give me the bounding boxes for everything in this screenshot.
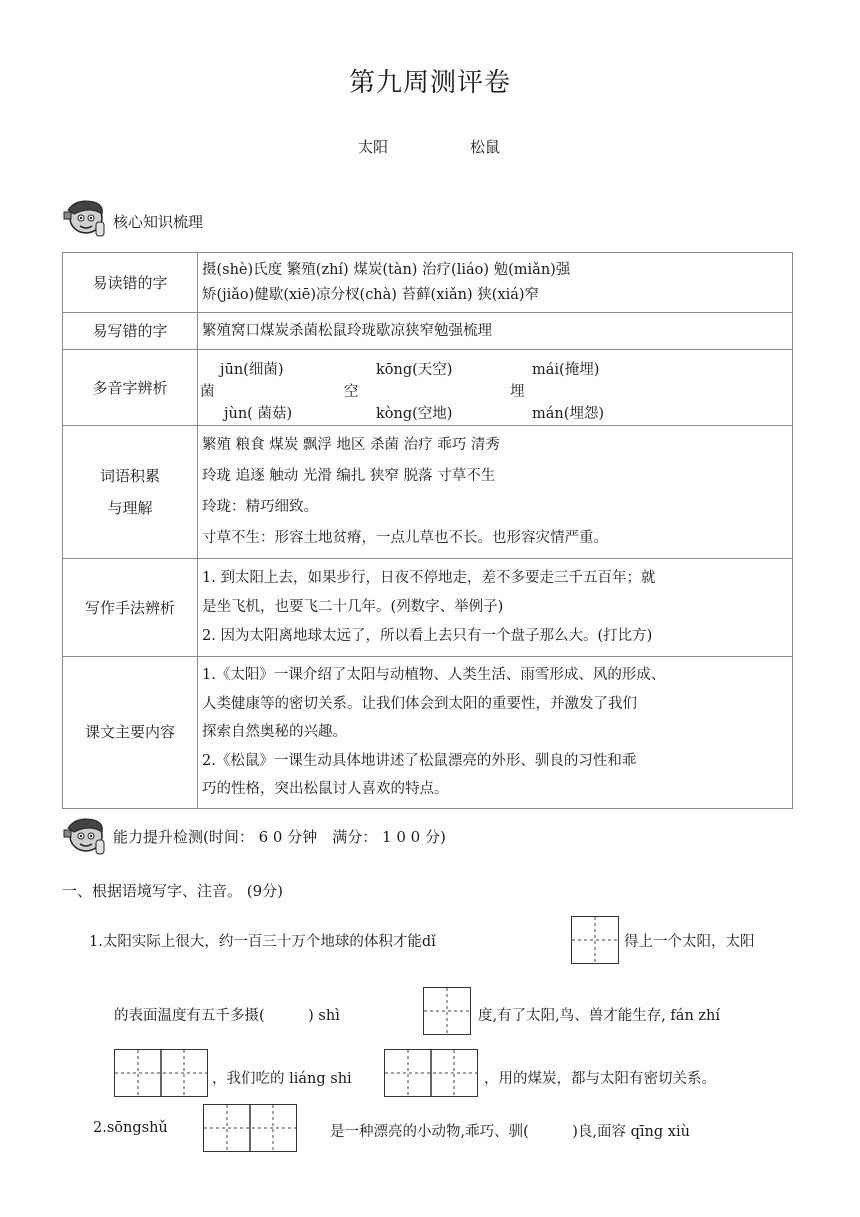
writing-box-double[interactable] [384,1049,478,1097]
mascot-icon [60,196,110,246]
polyphone-bottom: kòng(空地) [376,405,453,422]
q2-label: 2.sōngshǔ [93,1120,168,1136]
table-row [63,313,793,350]
row-line: 人类健康等的密切关系。让我们体会到太阳的重要性，并激发了我们 [202,695,637,712]
row-key: 易读错的字 [63,253,198,313]
row-line: 繁殖 粮食 煤炭 飘浮 地区 杀菌 治疗 乖巧 清秀 [202,437,500,453]
row-line: 2. 因为太阳离地球太远了，所以看上去只有一个盘子那么大。(打比方) [202,628,653,644]
mascot-icon [60,814,110,864]
table-row [63,253,793,313]
writing-box[interactable] [423,987,471,1035]
row-value [198,426,793,559]
q1-line2-text: 的表面温度有五千多摄( ) shì [114,1008,340,1024]
writing-box-double[interactable] [114,1049,208,1097]
q1-line2-cont: 度,有了太阳,鸟、兽才能生存, fán zhí [478,1008,721,1024]
row-line: 摄(shè)氏度 繁殖(zhí) 煤炭(tàn) 治疗(liáo) 勉(miǎn)强 [202,261,571,278]
page-title: 第九周测评卷 [348,68,511,98]
q1-line1-cont: 得上一个太阳，太阳 [624,934,755,950]
lesson-title-squirrel: 松鼠 [470,138,501,156]
polyphone-bottom: mán(埋怨) [532,405,605,422]
row-value [198,253,793,313]
polyphone-bottom: jùn( 菌菇) [224,405,293,422]
row-line: 是坐飞机，也要飞二十几年。(列数字、举例子) [202,599,504,615]
table-row [63,426,793,559]
row-key [63,426,198,559]
polyphone-top: jūn(细菌) [220,361,284,378]
row-line: 玲珑：精巧细致。 [202,499,318,515]
q1-line3-cont: ，用的煤炭，都与太阳有密切关系。 [484,1071,716,1087]
writing-box-double[interactable] [203,1104,297,1152]
polyphone-top: kōng(天空) [376,361,453,378]
row-line: 矫(jiǎo)健歇(xiē)凉分杈(chà) 苔藓(xiǎn) 狭(xiá)窄 [202,286,540,303]
table-row [63,657,793,809]
row-key: 写作手法辨析 [63,559,198,657]
lesson-title-sun: 太阳 [358,138,389,156]
row-key: 易写错的字 [63,313,198,350]
writing-box[interactable] [571,916,619,964]
section-heading-ability-test: 能力提升检测(时间： 6 0 分钟 满分： 1 0 0 分) [113,828,446,846]
section-heading-core-knowledge: 核心知识梳理 [113,213,204,231]
row-line: 寸草不生：形容土地贫瘠，一点儿草也不长。也形容灾情严重。 [202,530,608,546]
q1-line3-text: ，我们吃的 liáng shi [212,1071,352,1087]
polyphone-char: 菌 [200,383,215,400]
q2-text: 是一种漂亮的小动物,乖巧、驯( )良,面容 qīng xiù [330,1124,690,1140]
table-row [63,559,793,657]
row-line: 1.《太阳》一课介绍了太阳与动植物、人类生活、雨雪形成、风的形成、 [202,667,666,683]
row-line: 探索自然奥秘的兴趣。 [202,724,347,740]
polyphone-char: 空 [344,383,359,400]
row-key: 课文主要内容 [63,657,198,809]
polyphone-char: 埋 [510,383,525,400]
row-line: 2.《松鼠》一课生动具体地讲述了松鼠漂亮的外形、驯良的习性和乖 [202,752,637,769]
row-key-line: 与理解 [107,499,153,517]
polyphone-top: mái(掩埋) [532,361,600,378]
part-one-title: 一、根据语境写字、注音。 (9分) [62,882,284,900]
row-value [198,559,793,657]
knowledge-table [62,252,793,809]
row-line: 玲珑 追逐 触动 光滑 编扎 狭窄 脱落 寸草不生 [202,468,496,484]
row-key-line: 词语积累 [99,467,160,485]
row-key: 多音字辨析 [63,350,198,426]
row-value: 繁殖窝口煤炭杀菌松鼠玲珑歇凉狭窄勉强梳理 [198,313,793,350]
row-line: 1. 到太阳上去，如果步行，日夜不停地走，差不多要走三千五百年；就 [202,570,656,586]
q1-line1-text: 1.太阳实际上很大，约一百三十万个地球的体积才能dǐ [89,934,436,950]
polyphone-cell [198,350,793,426]
table-row [63,350,793,426]
row-value [198,657,793,809]
row-line: 巧的性格，突出松鼠讨人喜欢的特点。 [202,781,449,797]
